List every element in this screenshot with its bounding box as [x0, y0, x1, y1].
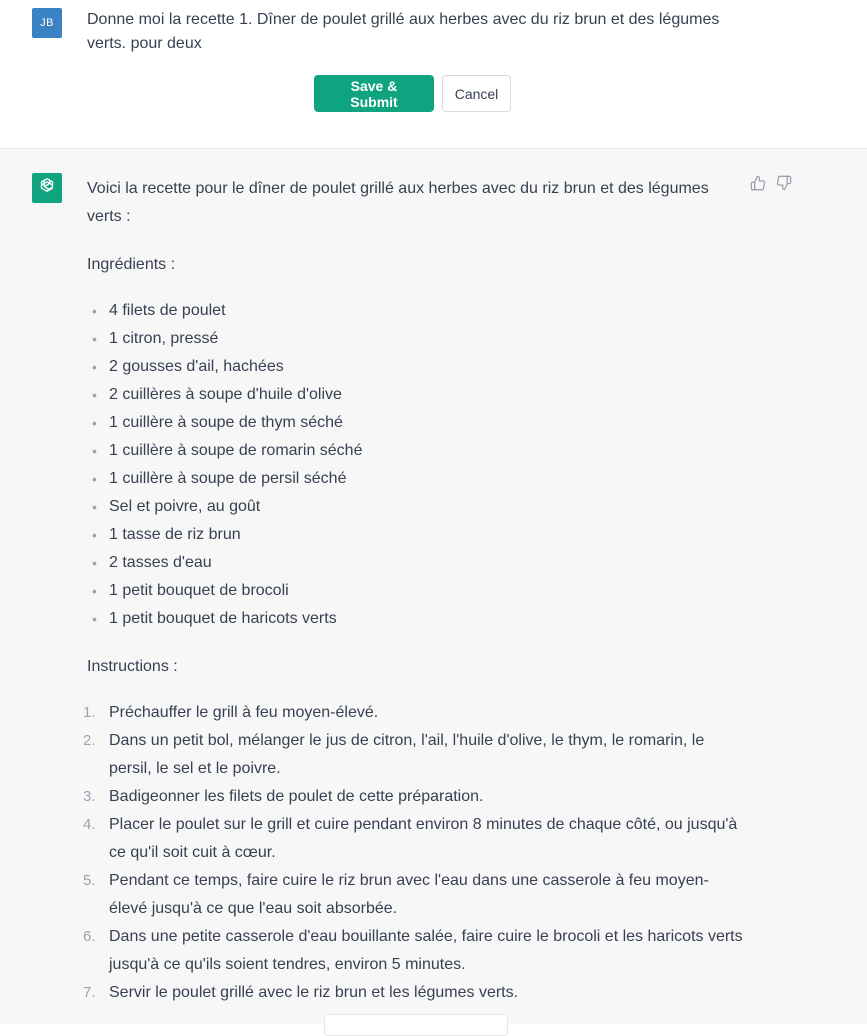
step-number: 7. — [83, 984, 96, 1001]
ingredient-text: Sel et poivre, au goût — [109, 498, 261, 515]
bullet-icon: • — [92, 303, 97, 319]
step-text: Badigeonner les filets de poulet de cette préparation. — [109, 788, 484, 805]
bullet-icon: • — [92, 499, 97, 515]
user-message-block — [0, 0, 867, 149]
ingredient-text: 2 tasses d'eau — [109, 554, 212, 571]
instruction-step — [83, 979, 747, 1007]
bullet-icon: • — [92, 471, 97, 487]
ingredient-text: 2 gousses d'ail, hachées — [109, 358, 284, 375]
instruction-step — [83, 811, 747, 867]
feedback-controls — [750, 175, 792, 191]
thumbs-down-icon[interactable] — [776, 175, 792, 191]
instruction-step — [83, 727, 747, 783]
step-number: 2. — [83, 732, 96, 749]
assistant-avatar — [32, 173, 62, 203]
ingredient-text: 4 filets de poulet — [109, 302, 226, 319]
ingredient-item — [87, 605, 747, 633]
bullet-icon: • — [92, 611, 97, 627]
instructions-list — [83, 699, 747, 1007]
step-text: Servir le poulet grillé avec le riz brun et les légumes verts. — [109, 984, 519, 1001]
step-text: Préchauffer le grill à feu moyen-élevé. — [109, 704, 379, 721]
bullet-icon: • — [92, 415, 97, 431]
ingredient-item — [87, 577, 747, 605]
openai-logo-icon — [37, 176, 57, 201]
save-submit-button[interactable]: Save & Submit — [314, 75, 434, 112]
bullet-icon: • — [92, 387, 97, 403]
ingredient-item — [87, 381, 747, 409]
instruction-step — [83, 867, 747, 923]
instruction-step — [83, 699, 747, 727]
ingredient-text: 1 cuillère à soupe de romarin séché — [109, 442, 363, 459]
ingredient-text: 1 cuillère à soupe de persil séché — [109, 470, 347, 487]
bullet-icon: • — [92, 583, 97, 599]
instruction-step — [83, 923, 747, 979]
step-text: Pendant ce temps, faire cuire le riz brun avec l'eau dans une casserole à feu moyen-élevé jusqu'à ce que l'eau soit absorbée. — [109, 872, 709, 917]
regenerate-button[interactable] — [324, 1014, 508, 1036]
step-number: 4. — [83, 816, 96, 833]
bullet-icon: • — [92, 527, 97, 543]
step-text: Placer le poulet sur le grill et cuire pendant environ 8 minutes de chaque côté, ou jusqu'à ce qu'il soit cuit à cœur. — [109, 816, 738, 861]
thumbs-up-icon[interactable] — [750, 175, 766, 191]
step-text: Dans un petit bol, mélanger le jus de citron, l'ail, l'huile d'olive, le thym, le romarin, le persil, le sel et le poivre. — [109, 732, 705, 777]
user-avatar: JB — [32, 8, 62, 38]
recipe-intro: Voici la recette pour le dîner de poulet grillé aux herbes avec du riz brun et des légumes verts : — [87, 180, 709, 225]
ingredient-text: 1 petit bouquet de haricots verts — [109, 610, 337, 627]
step-number: 1. — [83, 704, 96, 721]
ingredients-heading: Ingrédients : — [87, 256, 176, 273]
ingredient-text: 1 citron, pressé — [109, 330, 219, 347]
ingredient-item — [87, 297, 747, 325]
ingredient-text: 1 petit bouquet de brocoli — [109, 582, 289, 599]
step-text: Dans une petite casserole d'eau bouillante salée, faire cuire le brocoli et les haricots verts jusqu'à ce qu'ils soient tendres, environ 5 minutes. — [109, 928, 743, 973]
ingredient-item — [87, 521, 747, 549]
edit-actions — [314, 75, 511, 112]
bullet-icon: • — [92, 331, 97, 347]
ingredient-text: 1 cuillère à soupe de thym séché — [109, 414, 343, 431]
ingredient-item — [87, 325, 747, 353]
ingredient-item — [87, 437, 747, 465]
step-number: 5. — [83, 872, 96, 889]
ingredient-text: 1 tasse de riz brun — [109, 526, 241, 543]
bullet-icon: • — [92, 555, 97, 571]
ingredient-item — [87, 353, 747, 381]
ingredient-item — [87, 409, 747, 437]
assistant-message-content — [83, 175, 747, 1007]
bullet-icon: • — [92, 443, 97, 459]
instruction-step — [83, 783, 747, 811]
ingredient-item — [87, 493, 747, 521]
cancel-button[interactable]: Cancel — [442, 75, 511, 112]
ingredient-item — [87, 465, 747, 493]
bullet-icon: • — [92, 359, 97, 375]
instructions-heading: Instructions : — [87, 658, 178, 675]
ingredients-list — [87, 297, 747, 633]
ingredient-item — [87, 549, 747, 577]
ingredient-text: 2 cuillères à soupe d'huile d'olive — [109, 386, 342, 403]
step-number: 3. — [83, 788, 96, 805]
assistant-message-block — [0, 149, 867, 1024]
step-number: 6. — [83, 928, 96, 945]
user-message-text[interactable]: Donne moi la recette 1. Dîner de poulet grillé aux herbes avec du riz brun et des légumes verts. pour deux — [87, 11, 720, 52]
